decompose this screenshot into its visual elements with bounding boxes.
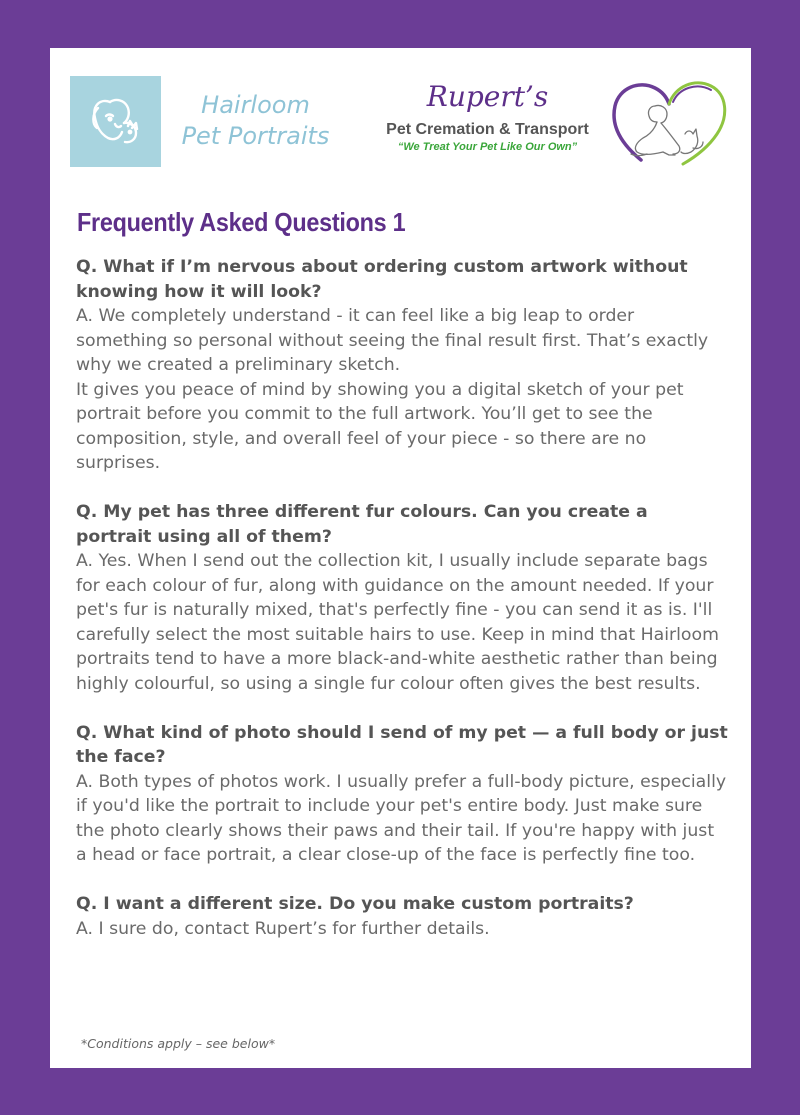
dog-cat-logo-icon — [70, 76, 161, 167]
faq-question: Q. What if I’m nervous about ordering custom artwork without knowing how it will look? — [76, 257, 688, 302]
faq-question: Q. I want a different size. Do you make custom portraits? — [76, 894, 634, 914]
faq-list — [76, 255, 728, 966]
faq-answer: A. Both types of photos work. I usually prefer a full-body picture, especially if you'd like the portrait to include your pet's entire body. Just make sure the photo clearly shows their paws and their tail. If you're happy with just a head or face portrait, a clear close-up of the face is perfectly fine too. — [76, 771, 727, 865]
hairloom-logo — [70, 76, 161, 167]
faq-answer: A. We completely understand - it can feel like a big leap to order something so personal without seeing the final result first. That’s exactly why we created a preliminary sketch. — [76, 306, 709, 375]
hairloom-brand-name — [168, 90, 343, 152]
hairloom-line-1: Hairloom — [201, 91, 310, 119]
faq-question: Q. My pet has three different fur colours. Can you create a portrait using all of them? — [76, 502, 648, 547]
faq-answer: A. Yes. When I send out the collection kit, I usually include separate bags for each colour of fur, along with guidance on the amount needed. If your pet's fur is naturally mixed, that's perfectly fine - you can send it as is. I'll carefully select the most suitable hairs to use. Keep in mind that Hairloom portraits tend to have a more black-and-white aesthetic rather than being highly colourful, so using a single fur colour often gives the best results. — [76, 551, 719, 694]
faq-question: Q. What kind of photo should I send of my pet — a full body or just the face? — [76, 722, 728, 767]
heart-dog-cat-logo-icon — [611, 76, 729, 168]
faq-item — [76, 721, 728, 868]
ruperts-brand — [365, 78, 610, 155]
ruperts-name: Rupert’s — [426, 80, 549, 113]
flyer-page — [50, 48, 751, 1068]
faq-item — [76, 892, 728, 941]
faq-answer-continued: It gives you peace of mind by showing you a digital sketch of your pet portrait before you commit to the full artwork. You’ll get to see the composition, style, and overall feel of your piece - so there are no surprises. — [76, 379, 684, 473]
conditions-footnote: *Conditions apply – see below* — [81, 1036, 276, 1051]
ruperts-tagline: “We Treat Your Pet Like Our Own” — [397, 141, 578, 153]
faq-item — [76, 255, 728, 476]
faq-item — [76, 500, 728, 696]
faq-answer: A. I sure do, contact Rupert’s for further details. — [76, 918, 490, 939]
ruperts-subtitle: Pet Cremation & Transport — [386, 121, 589, 138]
hairloom-line-2: Pet Portraits — [181, 122, 330, 150]
page-title: Frequently Asked Questions 1 — [77, 207, 406, 237]
